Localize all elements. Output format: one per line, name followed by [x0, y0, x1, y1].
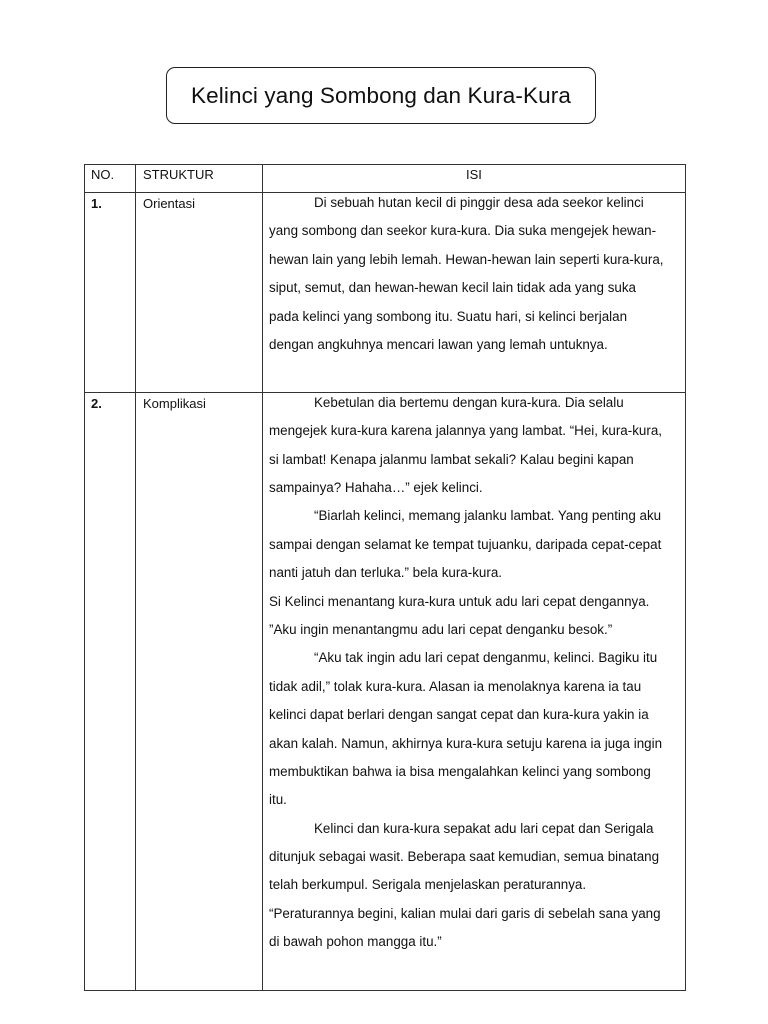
- row-1-line: siput, semut, dan hewan-hewan kecil lain tidak ada yang suka: [269, 280, 636, 295]
- table-border-right: [685, 164, 686, 991]
- table-header-divider: [84, 192, 686, 193]
- row-1-line: Di sebuah hutan kecil di pinggir desa ada seekor kelinci: [314, 195, 644, 210]
- row-2-no: 2.: [91, 396, 102, 411]
- row-1-line: dengan angkuhnya mencari lawan yang lemah untuknya.: [269, 337, 608, 352]
- row-1-struktur: Orientasi: [143, 196, 196, 211]
- row-2-line: akan kalah. Namun, akhirnya kura-kura setuju karena ia juga ingin: [269, 736, 663, 751]
- row-1-line: yang sombong dan seekor kura-kura. Dia suka mengejek hewan-: [269, 223, 657, 238]
- table-column-divider-1: [135, 164, 136, 991]
- header-struktur: STRUKTUR: [143, 167, 214, 182]
- table-border-bottom: [84, 990, 686, 991]
- row-2-line: telah berkumpul. Serigala menjelaskan peraturannya.: [269, 877, 587, 892]
- title-box: [166, 67, 596, 124]
- row-2-line: sampai dengan selamat ke tempat tujuanku, daripada cepat-cepat: [269, 537, 662, 552]
- row-1-line: pada kelinci yang sombong itu. Suatu hari, si kelinci berjalan: [269, 309, 628, 324]
- row-2-line: “Peraturannya begini, kalian mulai dari garis di sebelah sana yang: [269, 906, 661, 921]
- header-no: NO.: [91, 167, 115, 182]
- header-isi: ISI: [466, 167, 482, 182]
- row-2-line: ditunjuk sebagai wasit. Beberapa saat kemudian, semua binatang: [269, 849, 660, 864]
- row-2-line: tidak adil,” tolak kura-kura. Alasan ia menolaknya karena ia tau: [269, 679, 642, 694]
- row-2-line: kelinci dapat berlari dengan sangat cepat dan kura-kura yakin ia: [269, 707, 649, 722]
- row-2-line: “Aku tak ingin adu lari cepat denganmu, kelinci. Bagiku itu: [314, 650, 658, 665]
- row-2-line: Kelinci dan kura-kura sepakat adu lari cepat dan Serigala: [314, 821, 654, 836]
- row-2-line: si lambat! Kenapa jalanmu lambat sekali? Kalau begini kapan: [269, 452, 634, 467]
- table-border-top: [84, 164, 686, 165]
- row-2-line: ”Aku ingin menantangmu adu lari cepat denganku besok.”: [269, 622, 613, 637]
- document-title: Kelinci yang Sombong dan Kura-Kura: [191, 82, 571, 108]
- table-column-divider-2: [262, 164, 263, 991]
- table-row-divider: [84, 392, 686, 393]
- row-2-line: mengejek kura-kura karena jalannya yang lambat. “Hei, kura-kura,: [269, 423, 662, 438]
- row-2-line: membuktikan bahwa ia bisa mengalahkan kelinci yang sombong: [269, 764, 651, 779]
- row-2-line: di bawah pohon mangga itu.”: [269, 934, 442, 949]
- row-2-line: Si Kelinci menantang kura-kura untuk adu lari cepat dengannya.: [269, 594, 650, 609]
- row-1-no: 1.: [91, 196, 102, 211]
- row-2-line: Kebetulan dia bertemu dengan kura-kura. Dia selalu: [314, 395, 624, 410]
- table-border-left: [84, 164, 85, 991]
- row-2-line: “Biarlah kelinci, memang jalanku lambat. Yang penting aku: [314, 508, 662, 523]
- row-2-line: itu.: [269, 792, 287, 807]
- row-2-line: sampainya? Hahaha…” ejek kelinci.: [269, 480, 483, 495]
- row-2-struktur: Komplikasi: [143, 396, 206, 411]
- row-2-line: nanti jatuh dan terluka.” bela kura-kura.: [269, 565, 502, 580]
- row-1-line: hewan lain yang lebih lemah. Hewan-hewan lain seperti kura-kura,: [269, 252, 664, 267]
